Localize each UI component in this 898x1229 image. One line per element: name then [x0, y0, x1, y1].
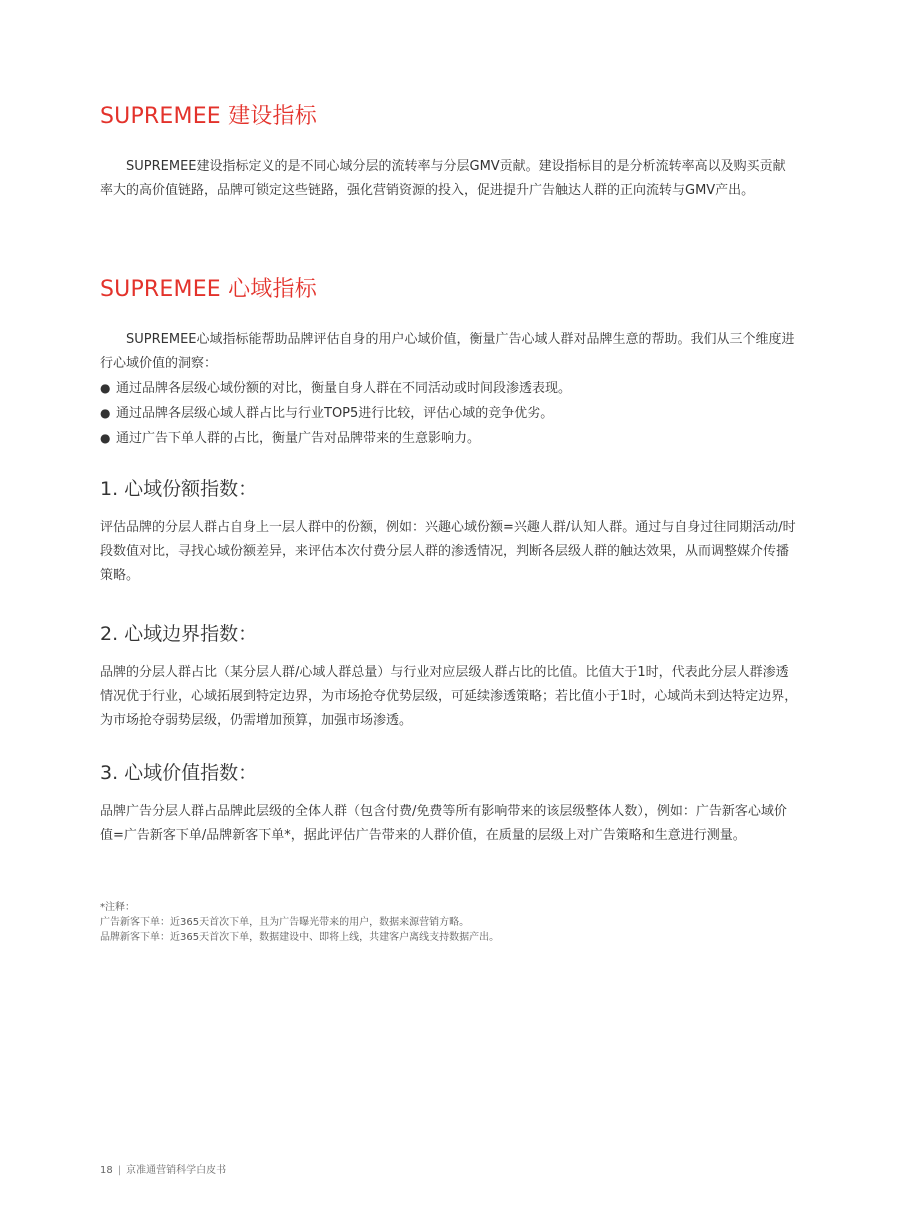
metric-title-boundary-index: 2. 心域边界指数：	[100, 623, 258, 645]
share-index-paragraph: 评估品牌的分层人群占自身上一层人群中的份额，例如：兴趣心域份额=兴趣人群/认知人群。通过与自身过往同期活动/时段数值对比，寻找心域份额差异，来评估本次付费分层人群的渗透情况，判断各层级人群的触达效果，从而调整媒介传播策略。	[100, 520, 796, 583]
boundary-index-paragraph: 品牌的分层人群占比（某分层人群/心域人群总量）与行业对应层级人群占比的比值。比值大于1时，代表此分层人群渗透情况优于行业，心域拓展到特定边界，为市场抢夺优势层级，可延续渗透策略；若比值小于1时，心域尚未到达特定边界，为市场抢夺弱势层级，仍需增加预算，加强市场渗透。	[100, 665, 798, 728]
mind-domain-intro-paragraph: SUPREMEE心域指标能帮助品牌评估自身的用户心域价值，衡量广告心域人群对品牌生意的帮助。我们从三个维度进行心域价值的洞察：	[100, 332, 795, 371]
insight-dimension-list	[100, 376, 798, 451]
list-item	[100, 426, 798, 451]
metric-title-share-index: 1. 心域份额指数：	[100, 478, 258, 500]
footnote-line: 广告新客下单：近365天首次下单，且为广告曝光带来的用户，数据来源营销方略。	[100, 917, 470, 928]
metric-title-value-index: 3. 心域价值指数：	[100, 762, 258, 784]
footer-separator: |	[117, 1165, 122, 1176]
book-title: 京准通营销科学白皮书	[126, 1165, 227, 1176]
page-number: 18	[100, 1165, 113, 1176]
footnote-line: 品牌新客下单：近365天首次下单，数据建设中、即将上线，共建客户离线支持数据产出。	[100, 932, 500, 943]
value-index-paragraph: 品牌广告分层人群占品牌此层级的全体人群（包含付费/免费等所有影响带来的该层级整体人数），例如：广告新客心域价值=广告新客下单/品牌新客下单*，据此评估广告带来的人群价值，在质量的层级上对广告策略和生意进行测量。	[100, 804, 787, 843]
footnotes	[100, 900, 798, 945]
bullet-text: 通过品牌各层级心域人群占比与行业TOP5进行比较，评估心域的竞争优劣。	[116, 406, 554, 421]
list-item	[100, 376, 798, 401]
bullet-icon: ●	[100, 406, 111, 420]
construction-metrics-paragraph: SUPREMEE建设指标定义的是不同心域分层的流转率与分层GMV贡献。建设指标目的是分析流转率高以及购买贡献率大的高价值链路，品牌可锁定这些链路，强化营销资源的投入，促进提升广告触达人群的正向流转与GMV产出。	[100, 159, 786, 198]
section-title-mind-domain-metrics: SUPREMEE 心域指标	[100, 277, 317, 302]
list-item	[100, 401, 798, 426]
bullet-icon: ●	[100, 381, 111, 395]
bullet-text: 通过广告下单人群的占比，衡量广告对品牌带来的生意影响力。	[116, 431, 481, 446]
footnote-heading: *注释：	[100, 902, 135, 913]
bullet-text: 通过品牌各层级心域份额的对比，衡量自身人群在不同活动或时间段渗透表现。	[116, 381, 572, 396]
bullet-icon: ●	[100, 431, 111, 445]
page-footer	[100, 1161, 226, 1176]
section-title-construction-metrics: SUPREMEE 建设指标	[100, 104, 317, 129]
